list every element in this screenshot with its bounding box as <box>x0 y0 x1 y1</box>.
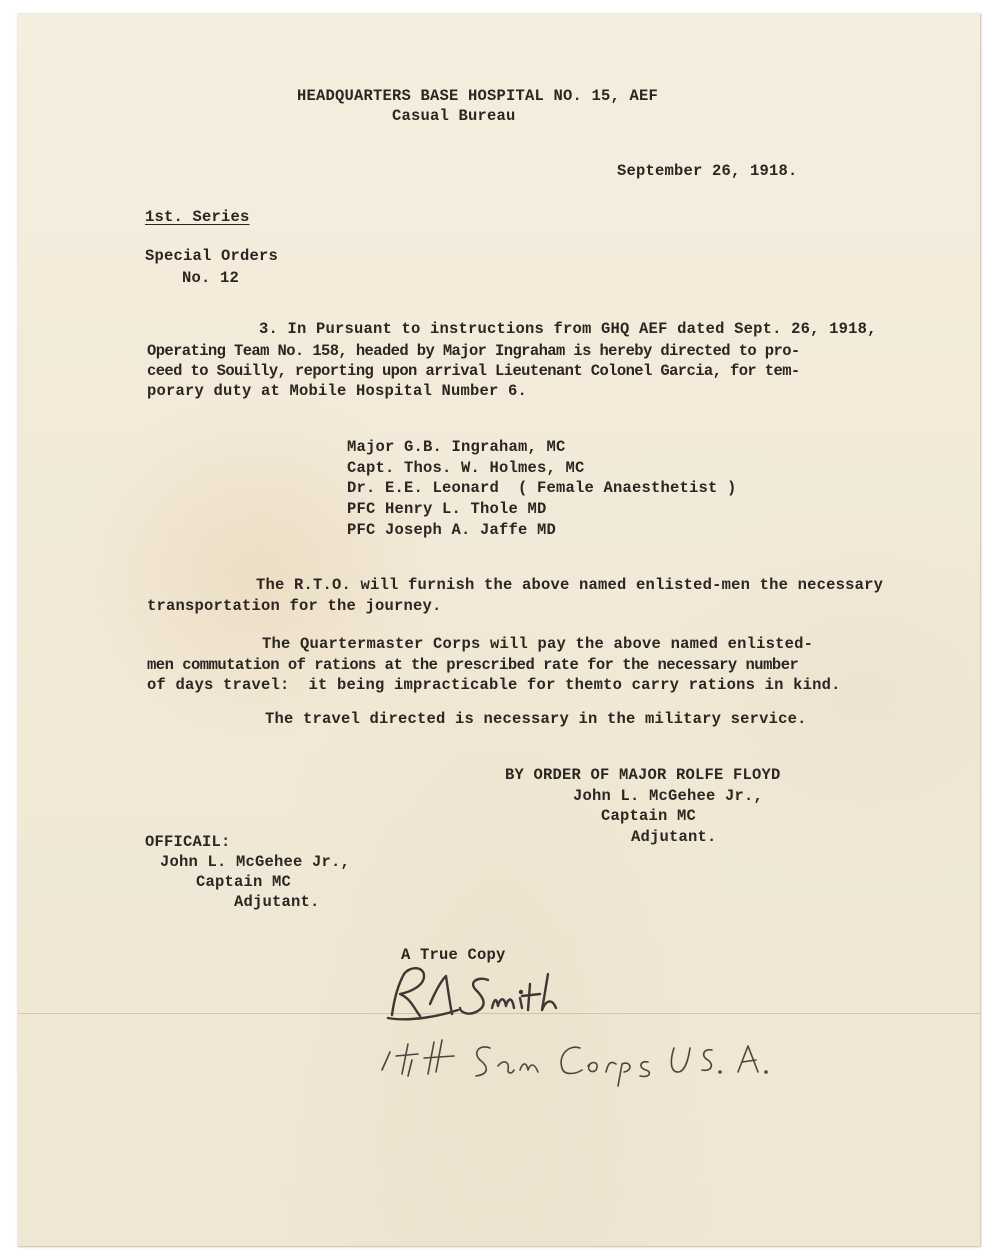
team-member-4: PFC Henry L. Thole MD <box>347 500 547 518</box>
special-orders-number: No. 12 <box>182 269 240 287</box>
team-member-5: PFC Joseph A. Jaffe MD <box>347 521 557 539</box>
official-label: OFFICAIL: <box>145 833 231 851</box>
qm-paragraph-line-3: of days travel: it being impracticable for themto carry rations in kind. <box>147 676 841 694</box>
team-member-3: Dr. E.E. Leonard ( Female Anaesthetist ) <box>347 479 737 497</box>
handwritten-title <box>372 1030 792 1090</box>
travel-statement: The travel directed is necessary in the military service. <box>265 710 807 728</box>
header-title: HEADQUARTERS BASE HOSPITAL NO. 15, AEF <box>297 87 659 105</box>
by-order-rank: Captain MC <box>601 807 697 825</box>
special-orders-label: Special Orders <box>145 247 279 265</box>
official-name: John L. McGehee Jr., <box>160 853 351 871</box>
rto-paragraph-line-2: transportation for the journey. <box>147 597 442 615</box>
rto-paragraph-line-1: The R.T.O. will furnish the above named enlisted-men the necessary <box>256 576 884 594</box>
official-rank: Captain MC <box>196 873 292 891</box>
qm-paragraph-line-2: men commutation of rations at the prescribed rate for the necessary number <box>147 656 799 674</box>
document-date: September 26, 1918. <box>617 162 798 180</box>
paragraph-3-line-2: Operating Team No. 158, headed by Major Ingraham is hereby directed to pro- <box>147 342 800 360</box>
header-subtitle: Casual Bureau <box>392 107 516 125</box>
team-member-1: Major G.B. Ingraham, MC <box>347 438 566 456</box>
by-order-title: Adjutant. <box>631 828 717 846</box>
true-copy-label: A True Copy <box>401 946 506 964</box>
paragraph-3-line-4: porary duty at Mobile Hospital Number 6. <box>147 382 528 400</box>
series-label: 1st. Series <box>145 208 250 226</box>
by-order-name: John L. McGehee Jr., <box>573 787 764 805</box>
paragraph-3-line-3: ceed to Souilly, reporting upon arrival Lieutenant Colonel Garcia, for tem- <box>147 362 800 380</box>
official-title: Adjutant. <box>234 893 320 911</box>
qm-paragraph-line-1: The Quartermaster Corps will pay the above named enlisted- <box>262 635 814 653</box>
paragraph-3-line-1: 3. In Pursuant to instructions from GHQ AEF dated Sept. 26, 1918, <box>259 320 877 338</box>
by-order-line: BY ORDER OF MAJOR ROLFE FLOYD <box>505 766 781 784</box>
handwritten-signature <box>380 960 600 1030</box>
team-member-2: Capt. Thos. W. Holmes, MC <box>347 459 585 477</box>
